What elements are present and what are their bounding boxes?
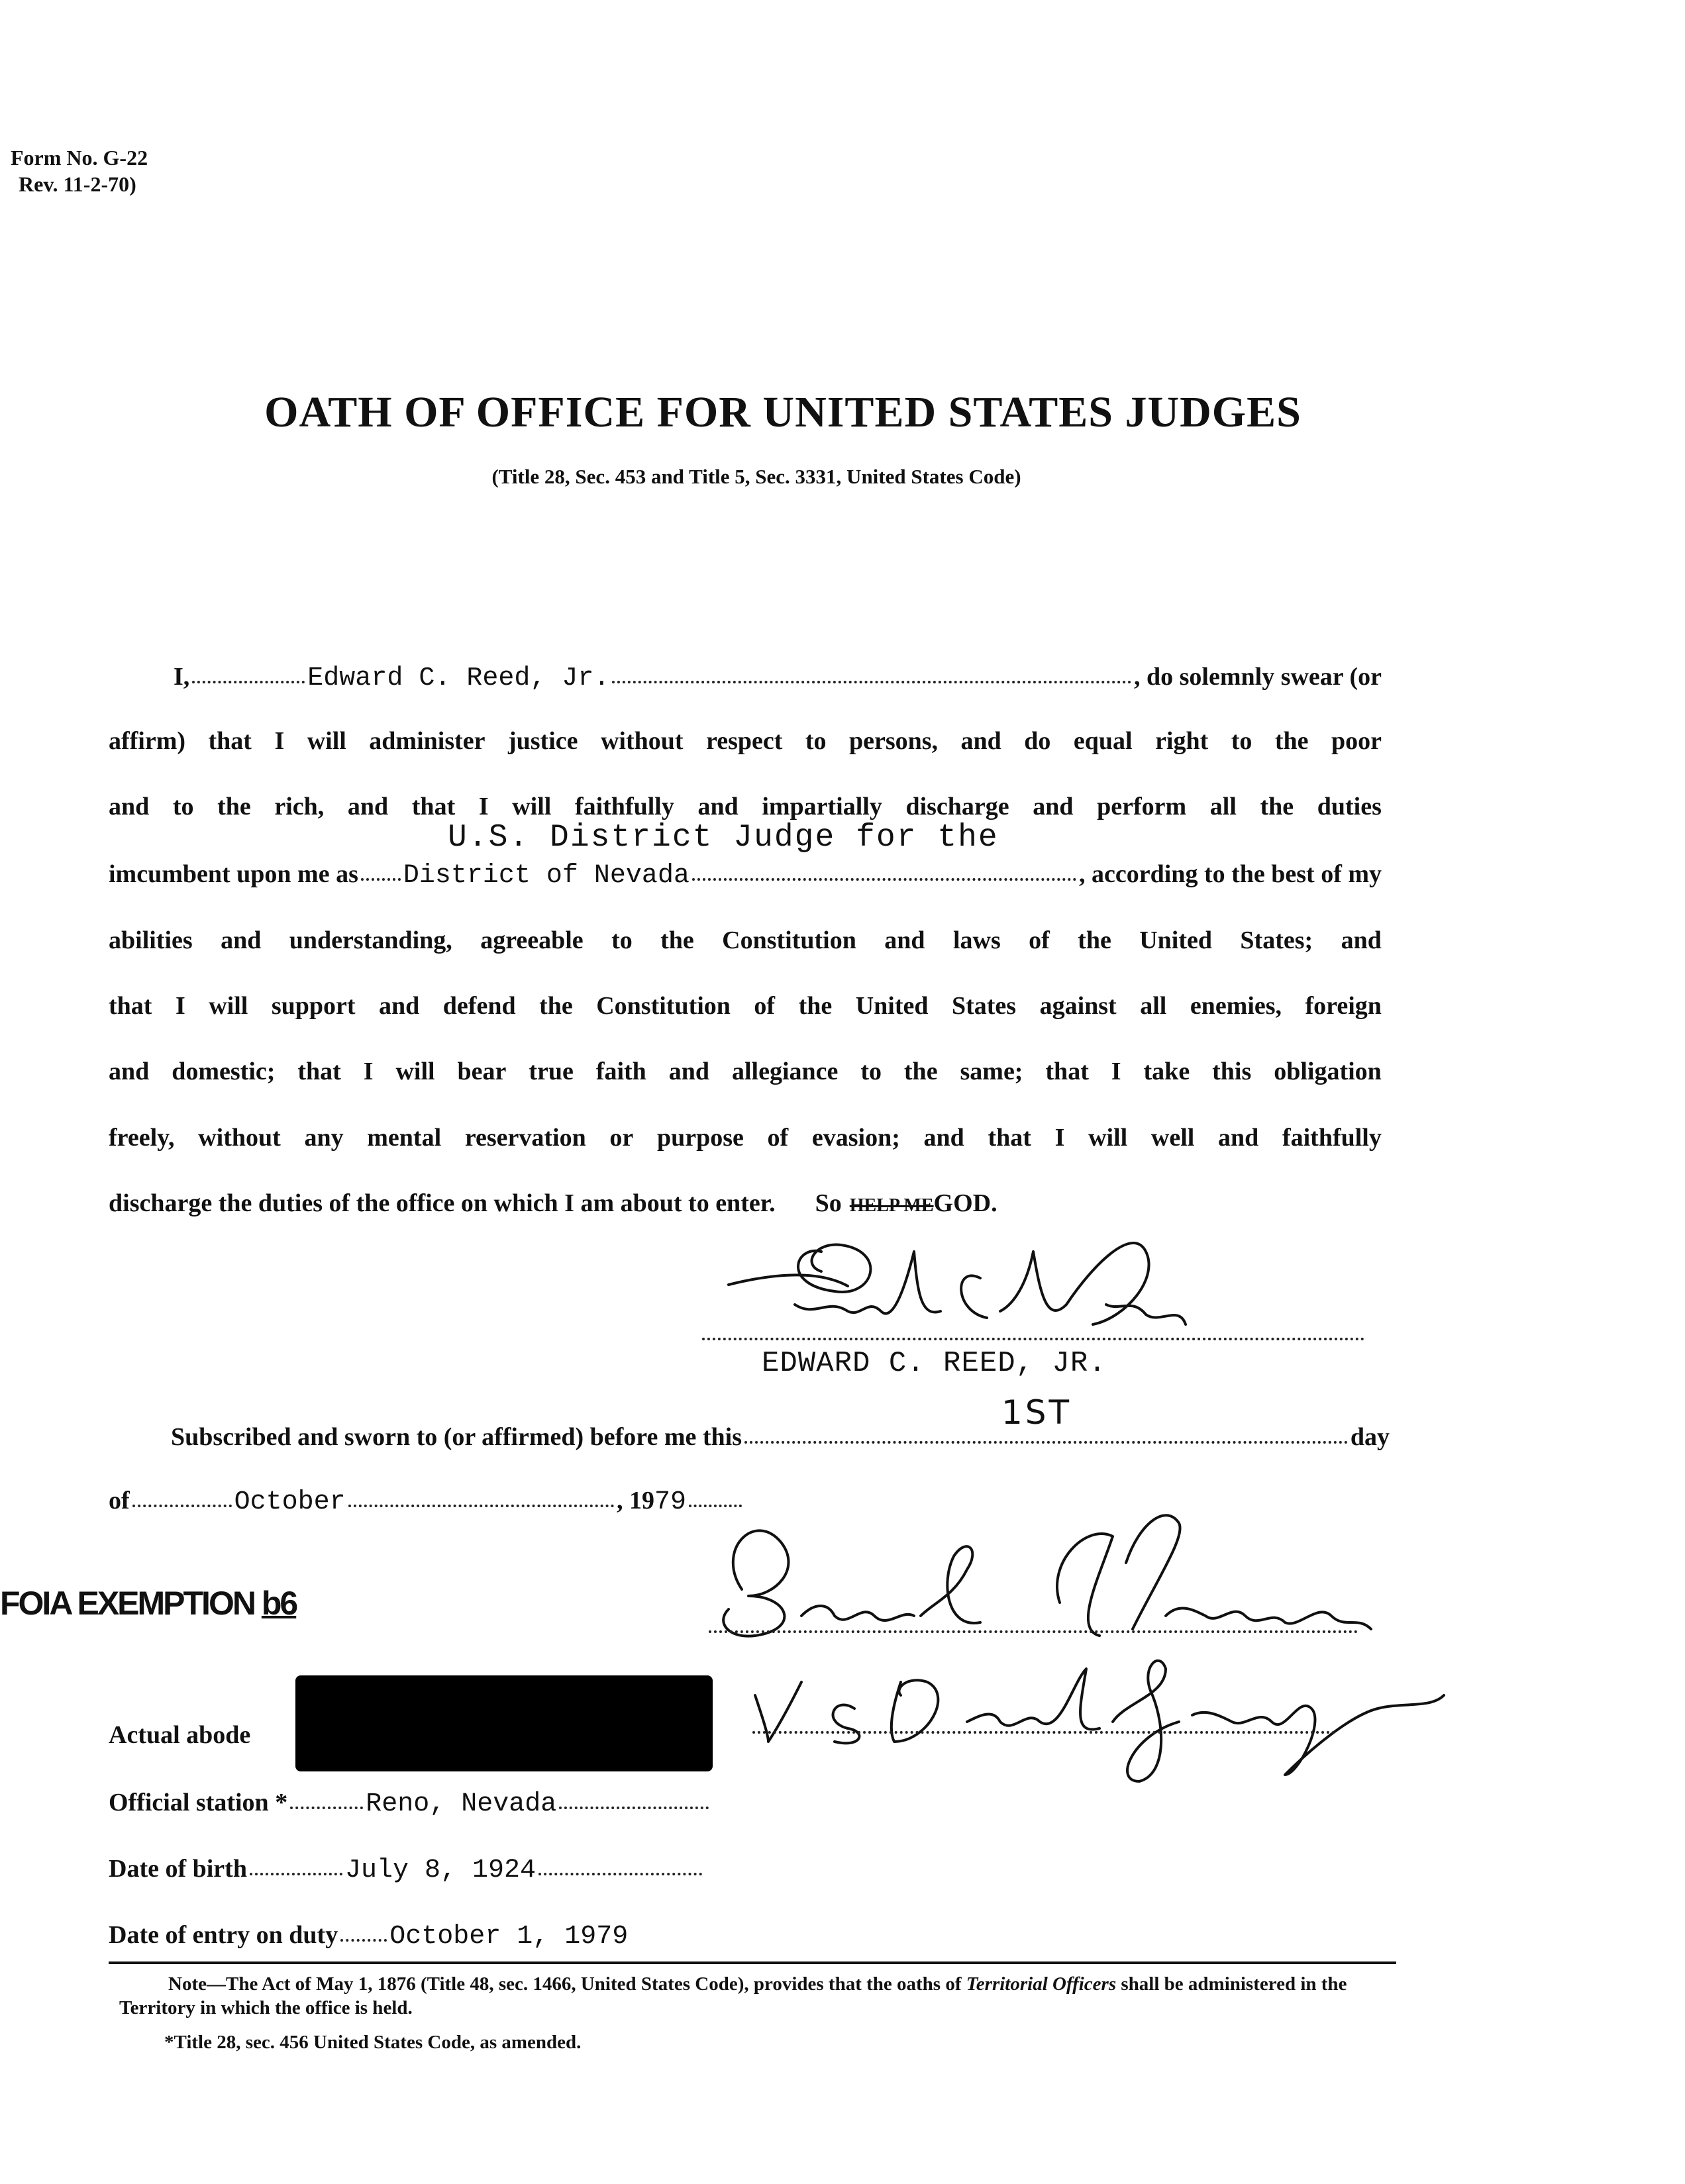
oath-word: evasion;: [811, 1124, 900, 1152]
oath-word: that: [208, 727, 252, 755]
oath-word: abilities: [109, 926, 193, 954]
year-prefix: 19: [629, 1487, 654, 1514]
administering-signature-line: [709, 1630, 1358, 1633]
oath-word: and: [109, 1058, 150, 1085]
oath-word: of: [767, 1124, 789, 1152]
oath-word: to: [172, 793, 194, 820]
oath-line-8: [109, 1123, 1382, 1152]
foia-exemption-stamp: [0, 1584, 296, 1622]
year-field: 79: [654, 1487, 686, 1517]
oath-word: all: [1140, 992, 1167, 1020]
oath-word: discharge: [905, 793, 1009, 820]
oath-suffix: , do solemnly swear (or: [1134, 663, 1382, 691]
office-field-line-1: U.S. District Judge for the: [448, 820, 999, 856]
oath-word: administer: [369, 727, 485, 755]
abode-label: Actual abode: [109, 1721, 251, 1749]
station-row: [109, 1788, 711, 1819]
oath-word: the: [217, 793, 251, 820]
oath-word: and: [1218, 1124, 1259, 1152]
oath-word: will: [1088, 1124, 1128, 1152]
oath-word: I: [274, 727, 285, 755]
month-field: October: [234, 1487, 346, 1517]
oath-word: that: [1045, 1058, 1089, 1085]
oath-word: duties: [1317, 793, 1382, 820]
dotted-leader: [559, 1801, 709, 1809]
oath-line-5: [109, 926, 1382, 955]
oath-line-3: [109, 792, 1382, 821]
oath-word: purpose: [656, 1124, 744, 1152]
oath-word: and: [109, 793, 150, 820]
footer-rule: [109, 1961, 1396, 1964]
oath-word: foreign: [1305, 992, 1382, 1020]
oath-word: the: [1260, 793, 1294, 820]
oath-line-4: [109, 860, 1382, 891]
oath-word: and: [668, 1058, 710, 1085]
signer-name: EDWARD C. REED, JR.: [762, 1347, 1107, 1380]
note-text-a: Note—The Act of May 1, 1876 (Title 48, sec. 1466, United States Code), provides that the oaths of: [168, 1973, 962, 1995]
note-officers: Officers: [1052, 1973, 1117, 1995]
oath-word: and: [347, 793, 389, 820]
oath-prefix: I,: [174, 663, 190, 691]
oath-word: enemies,: [1190, 992, 1282, 1020]
oath-word: and: [697, 793, 739, 820]
oath-word: of: [1029, 926, 1050, 954]
oath-word: and: [884, 926, 925, 954]
oath-word: domestic;: [172, 1058, 276, 1085]
oath-incumbent-text: imcumbent upon me as: [109, 860, 358, 888]
dotted-leader: [361, 873, 401, 881]
oath-word: and: [960, 727, 1001, 755]
footer-note: [119, 1972, 1384, 2020]
entry-label: Date of entry on duty: [109, 1921, 338, 1949]
oath-word: and: [1341, 926, 1382, 954]
oath-word: faith: [595, 1058, 646, 1085]
dotted-leader: [132, 1499, 232, 1507]
oath-word: defend: [442, 992, 516, 1020]
oath-word: I: [1111, 1058, 1121, 1085]
abode-row: [109, 1720, 250, 1750]
citation-row: [0, 465, 1685, 489]
dotted-leader: [692, 873, 1076, 881]
oath-word: the: [539, 992, 573, 1020]
note-territorial: Territorial: [966, 1973, 1048, 1995]
form-number: [11, 144, 148, 197]
oath-god: GOD.: [933, 1189, 997, 1217]
signature-line: [702, 1338, 1364, 1340]
oath-struck-words: HELP ME: [849, 1195, 934, 1216]
oath-word: support: [271, 992, 356, 1020]
dotted-leader: [538, 1867, 702, 1875]
oath-word: will: [395, 1058, 435, 1085]
oath-word: to: [1231, 727, 1252, 755]
redaction-block: [295, 1675, 713, 1771]
oath-word: rich,: [274, 793, 325, 820]
oath-word: of: [754, 992, 776, 1020]
oath-word: to: [611, 926, 633, 954]
dotted-leader: [340, 1934, 387, 1942]
subscribed-line: [171, 1422, 1390, 1452]
oath-word: poor: [1331, 727, 1382, 755]
oath-word: against: [1039, 992, 1117, 1020]
oath-word: equal: [1073, 727, 1133, 755]
document-title-row: [0, 387, 1685, 438]
month-year-line: of October , 19 79: [109, 1486, 744, 1517]
oath-word: affirm): [109, 727, 186, 755]
foia-code: b6: [261, 1585, 297, 1622]
oath-word: faithfully: [574, 793, 674, 820]
oath-word: or: [609, 1124, 634, 1152]
oath-word: States: [951, 992, 1017, 1020]
oath-word: allegiance: [731, 1058, 839, 1085]
oath-word: and: [221, 926, 262, 954]
oath-word: freely,: [109, 1124, 175, 1152]
note-text-b: shall be administered in the Territory in which the office is held.: [119, 1973, 1347, 2018]
oath-word: true: [529, 1058, 574, 1085]
birth-label: Date of birth: [109, 1855, 247, 1883]
oath-word: will: [209, 992, 248, 1020]
dotted-leader: [290, 1801, 363, 1809]
oath-best-text: , according to the best of my: [1079, 860, 1382, 888]
oath-word: all: [1209, 793, 1237, 820]
oath-word: reservation: [464, 1124, 586, 1152]
oath-word: agreeable: [480, 926, 584, 954]
day-value-handwritten: 1ST: [1001, 1393, 1072, 1432]
form-revision-line: Rev. 11-2-70): [19, 172, 136, 196]
oath-word: I: [363, 1058, 374, 1085]
oath-word: justice: [507, 727, 578, 755]
oath-word: United: [1139, 926, 1213, 954]
oath-word: and: [379, 992, 420, 1020]
birth-row: [109, 1854, 705, 1885]
oath-word: faithfully: [1282, 1124, 1382, 1152]
oath-word: perform: [1097, 793, 1187, 820]
legal-citation: (Title 28, Sec. 453 and Title 5, Sec. 3331, United States Code): [491, 465, 1021, 488]
oath-word: to: [860, 1058, 882, 1085]
oath-line-2: [109, 726, 1382, 756]
oath-word: respect: [706, 727, 783, 755]
oath-word: United: [855, 992, 929, 1020]
oath-word: to: [805, 727, 827, 755]
oath-word: Constitution: [596, 992, 731, 1020]
station-field: Reno, Nevada: [366, 1789, 557, 1819]
oath-word: persons,: [848, 727, 939, 755]
form-number-line: Form No. G-22: [11, 146, 148, 170]
dotted-leader: [250, 1867, 342, 1875]
oath-word: the: [903, 1058, 938, 1085]
oath-word: the: [798, 992, 833, 1020]
oath-word: without: [600, 727, 684, 755]
judge-name-field: Edward C. Reed, Jr.: [307, 664, 610, 693]
station-label: Official station *: [109, 1789, 288, 1816]
oath-word: will: [307, 727, 346, 755]
birth-field: July 8, 1924: [344, 1856, 536, 1885]
oath-line-9: [109, 1189, 997, 1218]
oath-word: well: [1150, 1124, 1195, 1152]
oath-word: that: [297, 1058, 341, 1085]
oath-word: impartially: [762, 793, 882, 820]
oath-word: this: [1212, 1058, 1252, 1085]
entry-field: October 1, 1979: [389, 1922, 629, 1952]
entry-row: [109, 1920, 628, 1952]
oath-closing-text: discharge the duties of the office on which I am about to enter.: [109, 1189, 776, 1217]
oath-word: take: [1143, 1058, 1190, 1085]
dotted-leader: [348, 1499, 614, 1507]
oath-word: that: [109, 992, 152, 1020]
oath-line-1: [174, 662, 1382, 693]
oath-word: without: [198, 1124, 281, 1152]
oath-word: and: [923, 1124, 964, 1152]
oath-word: same;: [960, 1058, 1023, 1085]
oath-word: States;: [1240, 926, 1313, 954]
oath-word: do: [1024, 727, 1051, 755]
oath-word: that: [988, 1124, 1031, 1152]
oath-word: bear: [457, 1058, 507, 1085]
oath-word: I: [478, 793, 489, 820]
dotted-leader: [744, 1436, 1348, 1444]
dotted-leader: [612, 675, 1131, 683]
administering-judge-signature: [702, 1497, 1523, 1788]
subscribed-text: Subscribed and sworn to (or affirmed) before me this: [171, 1423, 742, 1451]
oath-word: Constitution: [722, 926, 856, 954]
office-field-line-2: District of Nevada: [403, 861, 689, 891]
oath-word: that: [411, 793, 456, 820]
dotted-leader: [192, 675, 305, 683]
oath-word: laws: [952, 926, 1001, 954]
of-label: of: [109, 1487, 130, 1514]
oath-word: understanding,: [289, 926, 452, 954]
oath-word: will: [512, 793, 552, 820]
oath-word: the: [1078, 926, 1111, 954]
oath-word: obligation: [1274, 1058, 1382, 1085]
oath-word: I: [175, 992, 185, 1020]
document-title: OATH OF OFFICE FOR UNITED STATES JUDGES: [264, 388, 1302, 436]
administering-title-line: [752, 1731, 1335, 1734]
oath-word: and: [1033, 793, 1074, 820]
oath-word: mental: [367, 1124, 442, 1152]
oath-word: the: [660, 926, 694, 954]
oath-word: right: [1155, 727, 1209, 755]
foia-label: FOIA EXEMPTION: [0, 1585, 254, 1622]
oath-line-7: [109, 1057, 1382, 1086]
oath-so: So: [815, 1189, 842, 1217]
oath-word: I: [1054, 1124, 1065, 1152]
oath-line-6: [109, 991, 1382, 1020]
oath-word: the: [1274, 727, 1309, 755]
footnote: *Title 28, sec. 456 United States Code, as amended.: [164, 2032, 582, 2053]
oath-word: any: [304, 1124, 344, 1152]
subscribed-day-label: day: [1350, 1423, 1390, 1451]
